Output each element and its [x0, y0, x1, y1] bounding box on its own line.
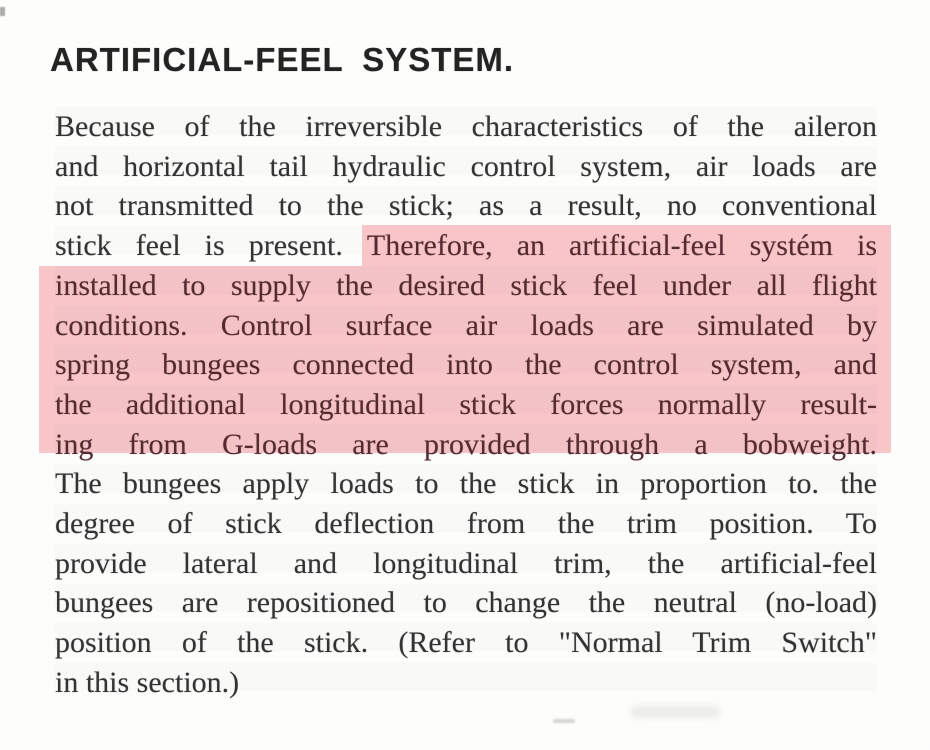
highlighted-text-line: spring bungees connected into the control system, and	[55, 348, 877, 382]
highlighted-text-line: conditions. Control surface air loads are simulated by	[55, 308, 877, 342]
text-line-with-highlight-start	[55, 226, 877, 266]
text-line: degree of stick deflection from the trim position. To	[55, 507, 877, 541]
text-line: bungees are repositioned to change the neutral (no-load)	[55, 586, 877, 620]
text-line: and horizontal tail hydraulic control system, air loads are	[55, 149, 877, 183]
text-line: Because of the irreversible characteristics of the aileron	[55, 110, 877, 143]
text-line: not transmitted to the stick; as a result, no conventional	[55, 189, 877, 223]
highlighted-text-line: installed to supply the desired stick feel under all flight	[55, 268, 877, 302]
highlighted-text-line: ing from G-loads are provided through a bobweight.	[55, 427, 877, 461]
scan-artifact-dash	[553, 719, 575, 723]
text-line: provide lateral and longitudinal trim, the artificial-feel	[55, 546, 877, 580]
plain-text-span: stick feel is present.	[55, 229, 343, 263]
paragraph	[55, 107, 877, 703]
text-line: position of the stick. (Refer to "Normal Trim Switch"	[55, 626, 877, 660]
scan-artifact-corner-mark	[0, 7, 5, 16]
highlighted-text-line: the additional longitudinal stick forces normally result-	[55, 387, 877, 421]
scan-artifact-smudge	[630, 706, 720, 718]
text-line: in this section.)	[55, 665, 240, 699]
highlight-start-span: Therefore, an artificial-feel systém is	[362, 225, 891, 266]
section-heading: ARTIFICIAL-FEEL SYSTEM.	[50, 41, 515, 78]
text-line: The bungees apply loads to the stick in proportion to. the	[55, 467, 877, 501]
